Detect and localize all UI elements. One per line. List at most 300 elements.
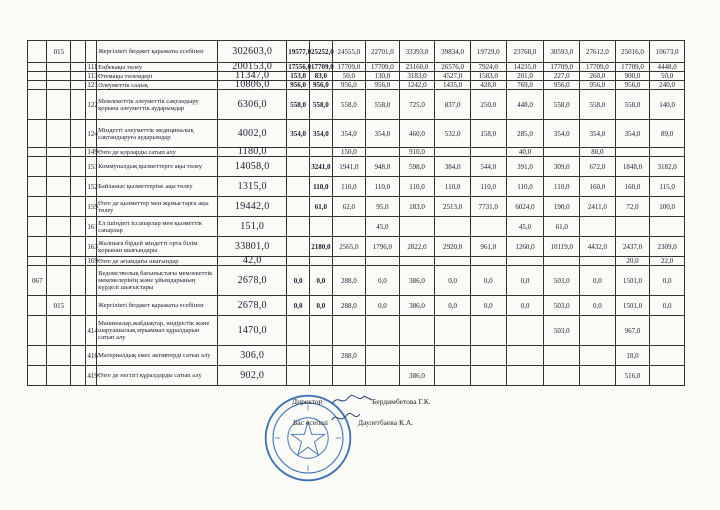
month-value: 956,0 bbox=[615, 81, 650, 90]
month-value bbox=[399, 217, 435, 237]
specifics-code: 151 bbox=[86, 157, 97, 177]
program-code bbox=[28, 346, 47, 366]
month-value: 24555,0 bbox=[332, 41, 365, 63]
subprogram-code bbox=[47, 120, 71, 148]
month-value: 961,0 bbox=[470, 237, 506, 257]
table-row bbox=[28, 346, 685, 366]
annual-total: 902,0 bbox=[218, 366, 287, 386]
month-value: 288,0 bbox=[332, 296, 365, 316]
month-value bbox=[506, 346, 544, 366]
month-value: 2513,0 bbox=[435, 197, 471, 217]
month-value: 110,0 bbox=[366, 177, 399, 197]
month-value: 354,0 bbox=[309, 120, 332, 148]
month-value: 285,0 bbox=[506, 120, 544, 148]
month-value: 0,0 bbox=[287, 296, 310, 316]
month-value bbox=[544, 257, 580, 266]
program-code bbox=[28, 72, 47, 81]
month-value: 391,0 bbox=[506, 157, 544, 177]
month-value bbox=[287, 366, 310, 386]
month-value: 516,0 bbox=[615, 366, 650, 386]
month-value: 260,0 bbox=[580, 72, 616, 81]
month-value: 17709,0 bbox=[615, 63, 650, 72]
month-value: 61,0 bbox=[544, 217, 580, 237]
month-value: 0,0 bbox=[650, 296, 685, 316]
month-value: 19729,0 bbox=[470, 41, 506, 63]
subprogram-code bbox=[47, 63, 71, 72]
month-value: 0,0 bbox=[580, 296, 616, 316]
specifics-code bbox=[86, 41, 97, 63]
month-value bbox=[506, 257, 544, 266]
month-value: 354,0 bbox=[366, 120, 399, 148]
subprogram-code bbox=[47, 148, 71, 157]
month-value: 0,0 bbox=[287, 266, 310, 296]
month-value bbox=[399, 257, 435, 266]
month-value: 0,0 bbox=[309, 266, 332, 296]
specifics-code bbox=[86, 266, 97, 296]
month-value: 384,0 bbox=[435, 157, 471, 177]
month-value: 23160,0 bbox=[399, 63, 435, 72]
subprogram-code bbox=[47, 197, 71, 217]
month-value bbox=[399, 346, 435, 366]
month-value: 14235,0 bbox=[506, 63, 544, 72]
annual-total: 33801,0 bbox=[218, 237, 287, 257]
month-value: 50,0 bbox=[332, 72, 365, 81]
month-value: 22,0 bbox=[650, 257, 685, 266]
month-value bbox=[287, 148, 310, 157]
table-row bbox=[28, 63, 685, 72]
month-value: 1796,0 bbox=[366, 237, 399, 257]
month-value: 17556,0 bbox=[288, 63, 312, 71]
month-value bbox=[287, 217, 310, 237]
month-value: 503,0 bbox=[544, 266, 580, 296]
month-value: 100,0 bbox=[650, 197, 685, 217]
table-row bbox=[28, 120, 685, 148]
month-value: 0,0 bbox=[506, 296, 544, 316]
expense-name: Ведомстволық бағыныстағы мемлекеттік мекемелерінің және ұйымдарының күрделі шығыстары bbox=[97, 266, 218, 296]
month-value: 967,0 bbox=[615, 316, 650, 346]
spacer-cell bbox=[71, 316, 86, 346]
month-value: 386,0 bbox=[399, 266, 435, 296]
specifics-code: 414 bbox=[86, 316, 97, 346]
table-row bbox=[28, 41, 685, 63]
month-value: 190,0 bbox=[544, 197, 580, 217]
month-value bbox=[309, 257, 332, 266]
specifics-code: 149 bbox=[87, 148, 98, 156]
table-body bbox=[28, 41, 685, 386]
month-value: 39834,0 bbox=[435, 41, 471, 63]
month-value: 3241,0 bbox=[309, 157, 332, 177]
month-value: 1941,0 bbox=[332, 157, 365, 177]
spacer-cell bbox=[71, 120, 86, 148]
month-value: 288,0 bbox=[332, 346, 365, 366]
month-value bbox=[580, 316, 616, 346]
month-value: 17709,0 bbox=[332, 63, 365, 72]
month-value bbox=[309, 148, 332, 157]
month-value bbox=[506, 366, 544, 386]
month-value: 598,0 bbox=[399, 157, 435, 177]
month-value bbox=[580, 366, 616, 386]
month-value bbox=[470, 316, 506, 346]
annual-total: 151,0 bbox=[218, 217, 287, 237]
month-value: 354,0 bbox=[544, 120, 580, 148]
month-value bbox=[287, 197, 310, 217]
month-value: 45,0 bbox=[366, 217, 399, 237]
spacer-cell bbox=[71, 366, 86, 386]
month-value: 956,0 bbox=[366, 81, 399, 90]
month-value: 0,0 bbox=[309, 296, 332, 316]
month-value bbox=[332, 366, 365, 386]
month-value: 0,0 bbox=[506, 266, 544, 296]
expense-name: Байланыс қызметтеріне ақы төлеу bbox=[97, 177, 218, 197]
expense-name: Машиналар,жабдықтар, өндірістік және шаруашылық мүкаммал құралдарын сатып алу bbox=[97, 316, 218, 346]
month-value bbox=[435, 148, 471, 157]
month-value bbox=[366, 148, 399, 157]
month-value: 160,0 bbox=[580, 177, 616, 197]
program-code bbox=[28, 316, 47, 346]
month-value: 30593,0 bbox=[544, 41, 580, 63]
table-row bbox=[28, 266, 685, 296]
table-row bbox=[28, 237, 685, 257]
month-value: 354,0 bbox=[332, 120, 365, 148]
month-value: 0,0 bbox=[435, 296, 471, 316]
month-value: 80,0 bbox=[580, 148, 616, 157]
month-value: 2920,0 bbox=[435, 237, 471, 257]
month-value: 900,0 bbox=[615, 72, 650, 81]
specifics-code: 159 bbox=[86, 197, 97, 217]
program-code bbox=[28, 90, 47, 120]
month-value: 160,0 bbox=[615, 177, 650, 197]
month-value: 1501,0 bbox=[615, 296, 650, 316]
table-row bbox=[28, 148, 685, 157]
spacer-cell bbox=[71, 296, 86, 316]
month-value: 2309,0 bbox=[650, 237, 685, 257]
month-value bbox=[544, 366, 580, 386]
specifics-code: 163 bbox=[86, 237, 97, 257]
month-value bbox=[615, 148, 650, 157]
month-value bbox=[580, 257, 616, 266]
month-value bbox=[435, 366, 471, 386]
annual-total: 10806,0 bbox=[218, 81, 287, 90]
month-value: 110,0 bbox=[544, 177, 580, 197]
month-value: 2437,0 bbox=[615, 237, 650, 257]
director-name: Бердимбетова Г.К. bbox=[372, 397, 431, 406]
month-value: 7924,0 bbox=[470, 63, 506, 72]
month-value: 2565,0 bbox=[332, 237, 365, 257]
subprogram-code bbox=[47, 177, 71, 197]
expense-name: Әлеуметтік салық bbox=[97, 81, 218, 90]
month-value bbox=[580, 217, 616, 237]
spacer-cell bbox=[71, 157, 86, 177]
month-value: 4432,0 bbox=[580, 237, 616, 257]
month-value: 83,0 bbox=[309, 72, 332, 81]
table-row bbox=[28, 366, 685, 386]
month-value: 10119,0 bbox=[544, 237, 580, 257]
month-value: 3182,0 bbox=[650, 157, 685, 177]
month-value: 26576,0 bbox=[435, 63, 471, 72]
month-value bbox=[366, 346, 399, 366]
expense-name: Міндетті әлеуметтік медициналық сақтандыруға аударымдар bbox=[97, 120, 218, 148]
month-value: 110,0 bbox=[435, 177, 471, 197]
spacer-cell bbox=[71, 346, 86, 366]
month-value bbox=[650, 346, 685, 366]
month-value: 309,0 bbox=[544, 157, 580, 177]
month-value: 448,0 bbox=[506, 90, 544, 120]
month-value bbox=[470, 217, 506, 237]
expense-name: Жергілікті бюджет қаражаты есебінен bbox=[97, 41, 218, 63]
month-value bbox=[580, 346, 616, 366]
month-value bbox=[435, 316, 471, 346]
month-value: 7731,0 bbox=[470, 197, 506, 217]
annual-total: 306,0 bbox=[218, 346, 287, 366]
month-value: 72,0 bbox=[615, 197, 650, 217]
month-value bbox=[309, 217, 332, 237]
table-row bbox=[28, 81, 685, 90]
table-row bbox=[28, 316, 685, 346]
month-value bbox=[470, 346, 506, 366]
month-value bbox=[506, 316, 544, 346]
subprogram-code bbox=[47, 157, 71, 177]
director-label: Директор bbox=[292, 397, 323, 406]
month-value: 288,0 bbox=[332, 266, 365, 296]
spacer-cell bbox=[71, 266, 86, 296]
month-value: 558,0 bbox=[287, 90, 310, 120]
program-code bbox=[28, 81, 47, 90]
month-value: 503,0 bbox=[544, 296, 580, 316]
program-code: 067 bbox=[28, 266, 47, 296]
expense-name: Өзге де қызметтер мен жұмыстарға ақы төлеу bbox=[97, 197, 218, 217]
month-value bbox=[332, 257, 365, 266]
month-value: 17709,0 bbox=[310, 63, 334, 71]
month-value: 532,0 bbox=[435, 120, 471, 148]
month-value bbox=[470, 257, 506, 266]
month-value: 45,0 bbox=[506, 217, 544, 237]
month-value: 672,0 bbox=[580, 157, 616, 177]
month-value: 558,0 bbox=[615, 90, 650, 120]
month-value bbox=[287, 316, 310, 346]
month-value: 33393,0 bbox=[399, 41, 435, 63]
month-value: 201,0 bbox=[506, 72, 544, 81]
month-value: 140,0 bbox=[650, 90, 685, 120]
month-value: 956,0 bbox=[580, 81, 616, 90]
month-value: 0,0 bbox=[366, 296, 399, 316]
table-row bbox=[28, 72, 685, 81]
month-value bbox=[470, 148, 506, 157]
table-row bbox=[28, 257, 685, 266]
month-value: 3183,0 bbox=[399, 72, 435, 81]
program-code bbox=[28, 120, 47, 148]
month-value: 115,0 bbox=[650, 177, 685, 197]
month-value: 1242,0 bbox=[399, 81, 435, 90]
month-value bbox=[615, 217, 650, 237]
program-code bbox=[28, 157, 47, 177]
specifics-code bbox=[86, 296, 97, 316]
month-value: 20,0 bbox=[615, 257, 650, 266]
program-code bbox=[28, 177, 47, 197]
month-value: 386,0 bbox=[399, 366, 435, 386]
month-value: 769,0 bbox=[506, 81, 544, 90]
month-value bbox=[309, 316, 332, 346]
specifics-code: 121 bbox=[87, 81, 98, 89]
spacer-cell bbox=[71, 197, 86, 217]
month-value: 2822,0 bbox=[399, 237, 435, 257]
month-value: 17709,0 bbox=[544, 63, 580, 72]
month-value: 4448,0 bbox=[650, 63, 685, 72]
annual-total: 42,0 bbox=[218, 257, 287, 266]
subprogram-code bbox=[47, 257, 71, 266]
program-code bbox=[28, 296, 47, 316]
month-value bbox=[435, 346, 471, 366]
annual-total: 2678,0 bbox=[218, 296, 287, 316]
expense-name: Өзге де негізгі құралдарды сатып алу bbox=[97, 366, 218, 386]
specifics-code: 124 bbox=[86, 120, 97, 148]
program-code bbox=[28, 63, 47, 72]
month-value: 956,0 bbox=[309, 81, 332, 90]
month-value: 1501,0 bbox=[615, 266, 650, 296]
month-value: 956,0 bbox=[287, 81, 310, 90]
program-code bbox=[28, 366, 47, 386]
month-value bbox=[435, 257, 471, 266]
spacer-cell bbox=[71, 148, 86, 157]
annual-total: 1315,0 bbox=[218, 177, 287, 197]
month-value: 110,0 bbox=[506, 177, 544, 197]
annual-total: 6306,0 bbox=[218, 90, 287, 120]
month-value: 910,0 bbox=[399, 148, 435, 157]
month-value: 956,0 bbox=[544, 81, 580, 90]
month-value: 0,0 bbox=[650, 266, 685, 296]
expense-name: Коммуналдық қызметтерге ақы төлеу bbox=[97, 157, 218, 177]
month-value bbox=[544, 346, 580, 366]
month-value: 89,0 bbox=[650, 120, 685, 148]
month-value: 558,0 bbox=[332, 90, 365, 120]
spacer-cell bbox=[71, 217, 86, 237]
month-value: 354,0 bbox=[580, 120, 616, 148]
spacer-cell bbox=[71, 81, 86, 90]
month-value: 40,0 bbox=[506, 148, 544, 157]
month-value: 1435,0 bbox=[435, 81, 471, 90]
month-value: 110,0 bbox=[399, 177, 435, 197]
month-value: 61,0 bbox=[309, 197, 332, 217]
month-value bbox=[287, 177, 310, 197]
month-value: 1260,0 bbox=[506, 237, 544, 257]
annual-total: 14058,0 bbox=[218, 157, 287, 177]
month-value: 183,0 bbox=[399, 197, 435, 217]
specifics-code: 113 bbox=[87, 72, 98, 80]
month-value: 25252,0 bbox=[309, 41, 332, 63]
annual-total: 200153,0 bbox=[218, 63, 287, 72]
program-code bbox=[28, 257, 47, 266]
month-value: 558,0 bbox=[309, 90, 332, 120]
month-value: 354,0 bbox=[287, 120, 310, 148]
spacer-cell bbox=[71, 41, 86, 63]
subprogram-code bbox=[47, 72, 71, 81]
month-value: 558,0 bbox=[580, 90, 616, 120]
expense-name: Жергілікті бюджет қаражаты есебінен bbox=[97, 296, 218, 316]
table-row bbox=[28, 157, 685, 177]
month-value: 27612,0 bbox=[580, 41, 616, 63]
month-value bbox=[399, 316, 435, 346]
month-value: 0,0 bbox=[435, 266, 471, 296]
month-value: 0,0 bbox=[366, 266, 399, 296]
month-value bbox=[366, 316, 399, 346]
month-value bbox=[366, 366, 399, 386]
subprogram-code bbox=[47, 81, 71, 90]
month-value: 150,0 bbox=[332, 148, 365, 157]
month-value bbox=[470, 366, 506, 386]
spacer-cell bbox=[71, 72, 86, 81]
month-value bbox=[435, 217, 471, 237]
subprogram-code bbox=[47, 316, 71, 346]
month-value: 19577,0 bbox=[287, 41, 310, 63]
month-value: 558,0 bbox=[366, 90, 399, 120]
spacer-cell bbox=[71, 177, 86, 197]
specifics-code: 416 bbox=[86, 346, 97, 366]
month-value: 62,0 bbox=[332, 197, 365, 217]
month-value: 0,0 bbox=[470, 296, 506, 316]
month-value: 110,0 bbox=[470, 177, 506, 197]
month-value: 386,0 bbox=[399, 296, 435, 316]
month-value: 948,0 bbox=[366, 157, 399, 177]
specifics-code: 122 bbox=[86, 90, 97, 120]
expense-name: Өтемақы төлемдері bbox=[97, 72, 218, 81]
subprogram-code bbox=[47, 217, 71, 237]
month-value: 0,0 bbox=[580, 266, 616, 296]
table-row bbox=[28, 197, 685, 217]
budget-table bbox=[27, 40, 685, 386]
month-value bbox=[650, 217, 685, 237]
subprogram-code bbox=[47, 90, 71, 120]
program-code bbox=[28, 217, 47, 237]
month-value: 23768,0 bbox=[506, 41, 544, 63]
specifics-code: 152 bbox=[86, 177, 97, 197]
specifics-code: 111 bbox=[87, 63, 98, 71]
month-value: 17709,0 bbox=[366, 63, 399, 72]
director-signature bbox=[330, 392, 374, 408]
month-value bbox=[309, 366, 332, 386]
month-value: 4527,0 bbox=[435, 72, 471, 81]
subprogram-code bbox=[47, 346, 71, 366]
expense-name: Ел ішіндегі іссапарлар мен қызметтік сапарлар bbox=[97, 217, 218, 237]
month-value: 18,0 bbox=[615, 346, 650, 366]
month-value bbox=[366, 257, 399, 266]
month-value: 25016,0 bbox=[615, 41, 650, 63]
expense-name: Материалдық емес активтерді сатып алу bbox=[97, 346, 218, 366]
expense-name: Мемлекеттік әлеуметтік сақтандыру қорына әлеуметтік аударымдар bbox=[97, 90, 218, 120]
annual-total: 19442,0 bbox=[218, 197, 287, 217]
expense-name: Өзге де ағымдағы шығындар bbox=[97, 257, 218, 266]
month-value bbox=[332, 316, 365, 346]
subprogram-code: 015 bbox=[47, 41, 71, 63]
expense-name: Жалпыға бірдей міндетті орта білім қорынан шығындары bbox=[97, 237, 218, 257]
month-value: 153,0 bbox=[287, 72, 310, 81]
month-value: 250,0 bbox=[470, 90, 506, 120]
spacer-cell bbox=[71, 90, 86, 120]
specifics-code: 419 bbox=[86, 366, 97, 386]
month-value: 227,0 bbox=[544, 72, 580, 81]
subprogram-code bbox=[47, 237, 71, 257]
month-value: 0,0 bbox=[470, 266, 506, 296]
month-value bbox=[650, 148, 685, 157]
month-value: 110,0 bbox=[332, 177, 365, 197]
month-value: 460,0 bbox=[399, 120, 435, 148]
month-value: 354,0 bbox=[615, 120, 650, 148]
month-value bbox=[287, 157, 310, 177]
month-value: 2180,0 bbox=[309, 237, 332, 257]
spacer-cell bbox=[71, 257, 86, 266]
month-value bbox=[287, 257, 310, 266]
month-value: 130,0 bbox=[366, 72, 399, 81]
month-value: 6024,0 bbox=[506, 197, 544, 217]
annual-total: 4002,0 bbox=[218, 120, 287, 148]
